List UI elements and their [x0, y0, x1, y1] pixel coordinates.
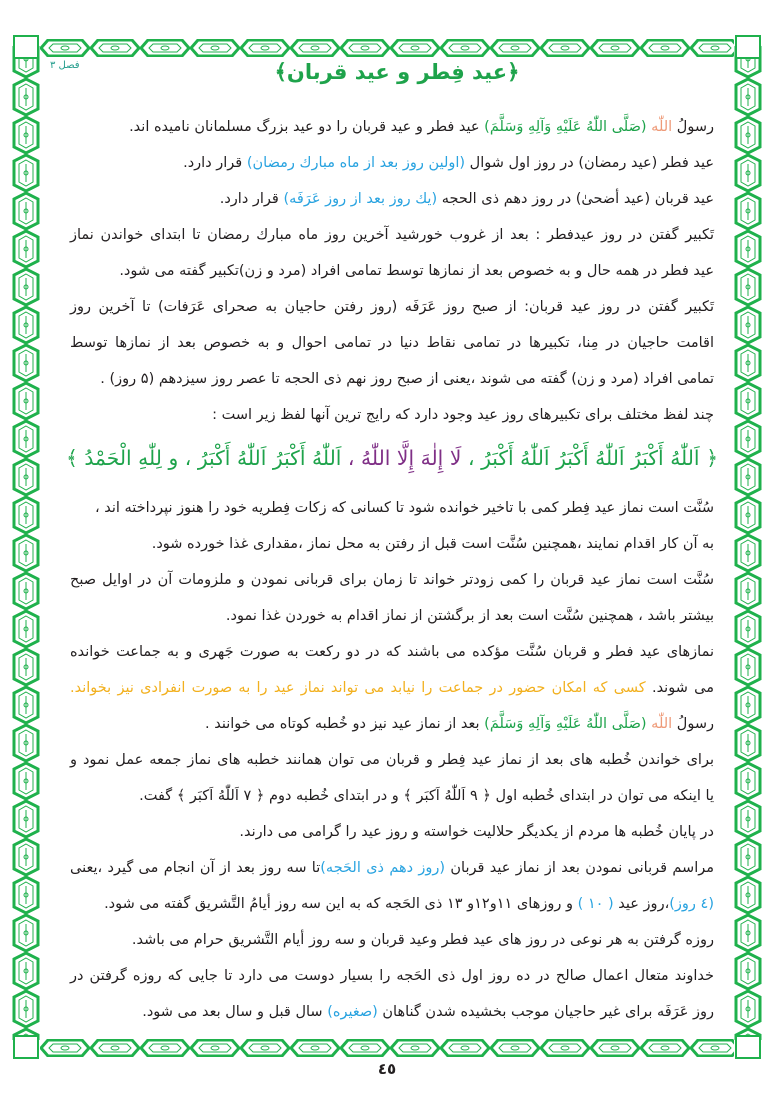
text-line	[70, 112, 714, 142]
text-line	[70, 997, 714, 1027]
border-top	[40, 39, 734, 57]
page-number: ٤٥	[377, 1060, 397, 1078]
takbir-segment: ﴿ اَللّٰهُ أَکْبَرُ اَللّٰهُ أَکْبَرُ اَللّٰهُ أَکْبَرُ ،	[461, 446, 718, 470]
text-run: (اولین روز بعد از ماه مبارك رمضان)	[246, 155, 466, 171]
takbir-formula	[66, 440, 718, 476]
text-run: در پایان خُطبه ها مردم از یکدیگر حلالیت خواسته و روز عید را گرامی می دارند.	[239, 824, 714, 840]
text-run: روزه گرفتن به هر نوعی در روز های عید فطر وعید قربان و سه روز أیام التَّشریق حرام می باشد.	[131, 932, 714, 948]
text-run: سُنَّت است نماز عید فِطر کمی با تاخیر خوانده شود تا کسانی که زکات فِطریه خود را هنوز نپرداخته اند ،	[94, 500, 714, 516]
text-line	[70, 493, 714, 523]
text-line	[70, 148, 714, 178]
corner-ornament	[736, 36, 760, 58]
text-line	[70, 853, 714, 883]
text-run: اقامت حاجیان در مِنا، تکبیرها در تمامی نقاط دنیا در تمامی احوال و به خصوص بعد از نمازها توسط	[70, 335, 714, 351]
text-line	[70, 709, 714, 739]
text-run: تا سه روز بعد از آن انجام می گیرد ،یعنی	[70, 860, 321, 876]
text-run: خداوند متعال اعمال صالح در ده روز اول ذی الحَجه را بسیار دوست می دارد تا جایی که روزه گرفتن در	[70, 968, 714, 984]
text-run: مراسم قربانی نمودن بعد از نماز عید قربان	[445, 860, 714, 876]
text-run: (صَلَّى اللّٰهُ عَلَيْهِ وَآلِهِ وَسَلَّمَ)	[484, 716, 652, 732]
text-line	[70, 328, 714, 358]
text-run: بعد از نماز عید نیز دو خُطبه کوتاه می خوانند .	[205, 716, 485, 732]
text-run: تَکبیر گفتن در روز عید قربان: از صبح روز عَرَفَه (روز رفتن حاجیان به صحرای عَرَفات) تا آخرین روز	[70, 299, 714, 315]
text-run: روز عَرَفَه برای غیر حاجیان موجب بخشیده شدن گناهان	[377, 1004, 714, 1020]
text-run: می شوند.	[645, 680, 714, 696]
border-bottom	[40, 1039, 734, 1057]
text-run: (یك روز بعد از روز عَرَفَه)	[283, 191, 438, 207]
text-line	[70, 817, 714, 847]
text-run: عید قربان (عید أضحیٰ) در روز دهم ذی الحجه	[437, 191, 714, 207]
text-run: کسی که امکان حضور در جماعت را نیابد می تواند نماز عید را به صورت انفرادی نیز بخواند.	[70, 680, 646, 696]
text-line	[70, 565, 714, 595]
takbir-segment: اَللّٰهُ أَکْبَرُ اَللّٰهُ أَکْبَرُ ، و لِلّٰهِ الْحَمْدُ ﴾	[66, 446, 342, 470]
text-line	[70, 529, 714, 559]
text-run: یا اینکه می توان در ابتدای خُطبه اول ﴿ ۹ اَللّٰهُ اَکبَر ﴾ و در ابتدای خُطبه دوم ﴿ ۷ اَللّٰهُ اَکبَر ﴾ گفت.	[139, 788, 714, 804]
text-run: برای خواندن خُطبه های بعد از نماز عید فِطر و قربان می توان همانند خطبه های نماز جمعه عمل نمود و	[70, 752, 714, 768]
text-run: عید فطر در همه حال و به خصوص بعد از نمازها توسط تمامی افراد (مرد و زن)تکبیر گفته می شود.	[119, 263, 714, 279]
text-line	[70, 292, 714, 322]
text-line	[70, 364, 714, 394]
text-run: تَکبیر گفتن در روز عیدفطر : بعد از غروب خورشید آخرین روز ماه مبارك رمضان تا ابتدای خواندن نماز	[70, 227, 714, 243]
border-right	[734, 40, 762, 1040]
text-run: و روزهای ۱۱و۱۲و ۱۳ ذی الحَجه که به این سه روز أیامُ التَّشریق گفته می شود.	[104, 896, 578, 912]
text-run: عید فطر (عید رمضان) در روز اول شوال	[465, 155, 714, 171]
page-title: ﴿عید فِطر و عید قربان﴾	[274, 60, 520, 84]
corner-ornament	[736, 1036, 760, 1058]
text-run: قرار دارد.	[219, 191, 284, 207]
text-run: بیشتر باشد ، همچنین سُنَّت است بعد از برگشتن از نماز اقدام به خوردن غذا نمود.	[225, 608, 714, 624]
corner-ornament	[14, 1036, 38, 1058]
text-run: عید فطر و عید قربان را دو عید بزرگ مسلمانان نامیده اند.	[129, 119, 485, 135]
text-line	[70, 184, 714, 214]
text-line	[70, 961, 714, 991]
text-line	[70, 673, 714, 703]
text-line	[70, 220, 714, 250]
text-run: (٤ روز)	[669, 896, 714, 912]
corner-ornament	[14, 36, 38, 58]
text-run: ( ۱۰ )	[577, 896, 614, 912]
text-run: چند لفظ مختلف برای تکبیرهای روز عید وجود دارد که رایج ترین آنها لفظ زیر است :	[212, 407, 714, 423]
text-run: قرار دارد.	[183, 155, 247, 171]
text-run: اللّٰه	[651, 119, 673, 135]
text-line	[70, 781, 714, 811]
text-run: به آن کار اقدام نمایند ،همچنین سُنَّت است قبل از رفتن به محل نماز ،مقداری غذا خورده شود.	[151, 536, 714, 552]
text-run: (روز دهم ذی الحَجه)	[320, 860, 446, 876]
takbir-segment: لَا إِلٰهَ إِلَّا اللّٰهُ ،	[341, 446, 462, 470]
text-run: رسولُ	[672, 716, 714, 732]
text-run: سال قبل و سال بعد می شود.	[142, 1004, 328, 1020]
text-line	[70, 637, 714, 667]
text-line	[70, 925, 714, 955]
text-run: اللّٰه	[651, 716, 673, 732]
border-left	[12, 40, 40, 1040]
text-run: تمامی افراد (مرد و زن) گفته می شوند ،یعنی از صبح روز نهم ذی الحجه تا عصر روز سیزدهم (۵ روز) .	[100, 371, 714, 387]
text-run: (صَلَّى اللّٰهُ عَلَيْهِ وَآلِهِ وَسَلَّمَ)	[484, 119, 652, 135]
text-line	[70, 400, 714, 430]
chapter-label: فصل ۳	[50, 60, 80, 71]
text-run: رسولُ	[672, 119, 714, 135]
text-line	[70, 889, 714, 919]
text-line	[70, 601, 714, 631]
text-line	[70, 256, 714, 286]
text-run: ،روز عید	[613, 896, 670, 912]
text-run: نمازهای عید فطر و قربان سُنَّت مؤکده می باشند که در دو رکعت به صورت جَهری و به جماعت خوانده	[70, 644, 714, 660]
text-line	[70, 745, 714, 775]
text-run: (صغیره)	[327, 1004, 378, 1020]
text-run: سُنَّت است نماز عید قربان را کمی زودتر خواند تا زمان برای قربانی نمودن و ملزومات آن در اوایل صبح	[70, 572, 714, 588]
